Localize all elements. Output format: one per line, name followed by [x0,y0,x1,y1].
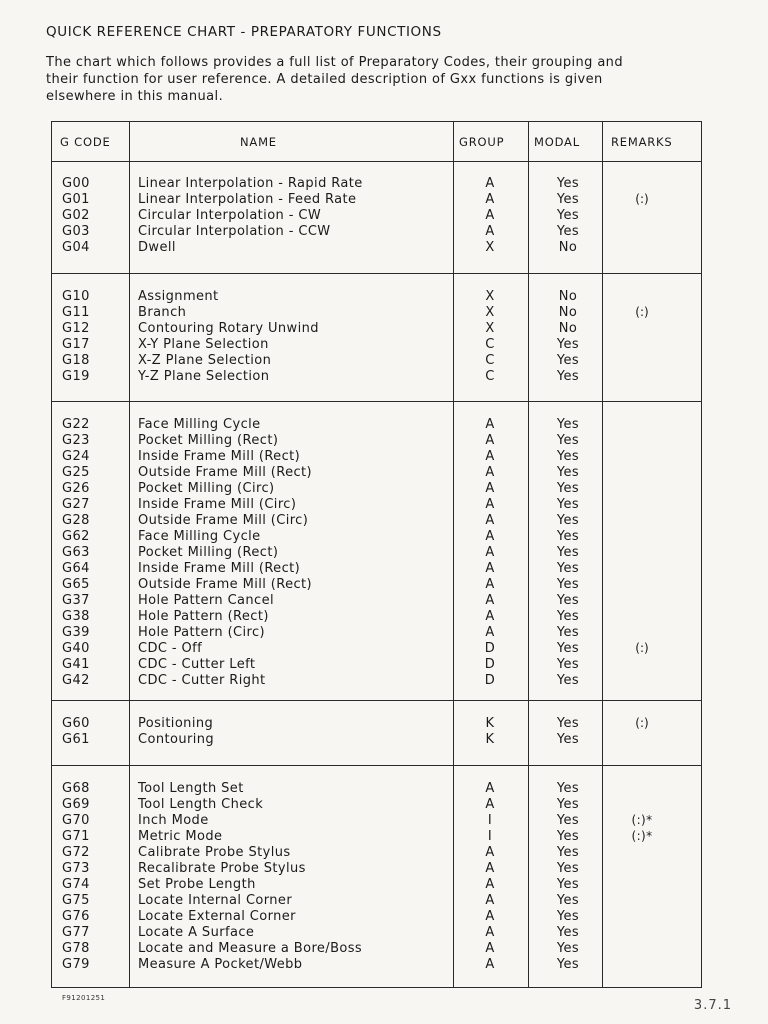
table-row [52,529,701,545]
modal-cell: Yes [556,657,580,672]
group-cell: A [485,192,495,207]
modal-cell: No [558,305,578,320]
group-divider [52,401,701,402]
gcode-cell: G71 [62,829,90,844]
name-cell: Linear Interpolation - Feed Rate [138,192,357,207]
group-divider [52,765,701,766]
group-cell: A [485,861,495,876]
name-cell: Outside Frame Mill (Circ) [138,513,309,528]
group-cell: A [485,208,495,223]
gcode-cell: G38 [62,609,90,624]
gcode-cell: G18 [62,353,90,368]
name-cell: Outside Frame Mill (Rect) [138,577,312,592]
name-cell: X-Z Plane Selection [138,353,272,368]
name-cell: Locate and Measure a Bore/Boss [138,941,363,956]
table-row [52,877,701,893]
gcode-cell: G62 [62,529,90,544]
modal-cell: Yes [556,732,580,747]
header-group: GROUP [459,135,505,149]
gcode-cell: G76 [62,909,90,924]
name-cell: Outside Frame Mill (Rect) [138,465,312,480]
modal-cell: Yes [556,465,580,480]
table-row [52,176,701,192]
modal-cell: Yes [556,176,580,191]
table-row [52,641,701,657]
name-cell: Tool Length Set [138,781,244,796]
group-cell: X [485,305,495,320]
group-cell: A [485,925,495,940]
name-cell: Face Milling Cycle [138,529,261,544]
modal-cell: Yes [556,529,580,544]
modal-cell: Yes [556,909,580,924]
name-cell: Hole Pattern Cancel [138,593,275,608]
modal-cell: Yes [556,513,580,528]
group-cell: A [485,957,495,972]
modal-cell: Yes [556,561,580,576]
code-group [52,176,701,256]
gcode-cell: G11 [62,305,90,320]
gcode-cell: G25 [62,465,90,480]
group-cell: D [484,657,496,672]
table-header [52,122,701,162]
header-modal: MODAL [534,135,580,149]
gcode-cell: G42 [62,673,90,688]
modal-cell: Yes [556,433,580,448]
gcode-cell: G63 [62,545,90,560]
name-cell: Locate External Corner [138,909,296,924]
gcode-cell: G27 [62,497,90,512]
modal-cell: Yes [556,877,580,892]
table-row [52,657,701,673]
name-cell: CDC - Off [138,641,203,656]
group-cell: D [484,641,496,656]
name-cell: Locate Internal Corner [138,893,293,908]
modal-cell: Yes [556,369,580,384]
name-cell: Contouring Rotary Unwind [138,321,319,336]
group-cell: A [485,893,495,908]
gcode-cell: G78 [62,941,90,956]
code-group [52,289,701,385]
table-row [52,353,701,369]
name-cell: Dwell [138,240,176,255]
table-row [52,321,701,337]
document-code: F91201251 [62,994,106,1002]
table-row [52,716,701,732]
table-row [52,289,701,305]
table-row [52,609,701,625]
group-cell: A [485,465,495,480]
group-cell: A [485,545,495,560]
table-row [52,625,701,641]
gcode-cell: G03 [62,224,90,239]
name-cell: Pocket Milling (Rect) [138,433,279,448]
modal-cell: Yes [556,641,580,656]
gcode-cell: G65 [62,577,90,592]
table-row [52,845,701,861]
table-row [52,797,701,813]
table-row [52,433,701,449]
group-cell: A [485,909,495,924]
group-cell: A [485,561,495,576]
table-row [52,957,701,973]
gcode-cell: G61 [62,732,90,747]
table-row [52,497,701,513]
gcode-cell: G79 [62,957,90,972]
gcode-cell: G41 [62,657,90,672]
name-cell: Branch [138,305,187,320]
name-cell: Y-Z Plane Selection [138,369,270,384]
modal-cell: Yes [556,797,580,812]
group-cell: A [485,577,495,592]
name-cell: Circular Interpolation - CW [138,208,322,223]
group-cell: A [485,529,495,544]
gcode-cell: G01 [62,192,90,207]
remark-cell: (:)* [631,829,653,843]
gcode-cell: G40 [62,641,90,656]
name-cell: Inside Frame Mill (Circ) [138,497,297,512]
group-cell: A [485,877,495,892]
table-row [52,673,701,689]
group-cell: A [485,797,495,812]
gcode-cell: G74 [62,877,90,892]
table-row [52,305,701,321]
gcode-cell: G23 [62,433,90,448]
modal-cell: Yes [556,893,580,908]
name-cell: Contouring [138,732,215,747]
name-cell: Positioning [138,716,214,731]
name-cell: Set Probe Length [138,877,256,892]
intro-line: elsewhere in this manual. [46,89,224,104]
gcode-cell: G64 [62,561,90,576]
remark-cell: (:)* [631,813,653,827]
gcode-cell: G69 [62,797,90,812]
table-row [52,481,701,497]
name-cell: Inside Frame Mill (Rect) [138,449,301,464]
modal-cell: Yes [556,829,580,844]
table-row [52,369,701,385]
modal-cell: No [558,289,578,304]
name-cell: Calibrate Probe Stylus [138,845,291,860]
group-cell: K [485,732,495,747]
page-title: QUICK REFERENCE CHART - PREPARATORY FUNCTIONS [46,24,442,40]
code-group [52,417,701,689]
table-row [52,192,701,208]
modal-cell: Yes [556,813,580,828]
gcode-cell: G17 [62,337,90,352]
name-cell: Inch Mode [138,813,209,828]
group-remark: (:) [635,641,649,655]
name-cell: Metric Mode [138,829,223,844]
table-row [52,513,701,529]
gcode-cell: G68 [62,781,90,796]
table-row [52,337,701,353]
modal-cell: Yes [556,224,580,239]
group-cell: A [485,781,495,796]
name-cell: Hole Pattern (Circ) [138,625,266,640]
name-cell: CDC - Cutter Left [138,657,256,672]
group-cell: A [485,593,495,608]
page-number: 3.7.1 [693,998,732,1013]
intro-line: their function for user reference. A detailed description of Gxx functions is given [46,72,603,87]
group-cell: A [485,625,495,640]
group-cell: X [485,289,495,304]
preparatory-functions-table [51,121,702,988]
code-group [52,716,701,748]
gcode-cell: G12 [62,321,90,336]
intro-line: The chart which follows provides a full list of Preparatory Codes, their grouping and [46,55,623,70]
modal-cell: Yes [556,208,580,223]
name-cell: Inside Frame Mill (Rect) [138,561,301,576]
modal-cell: Yes [556,481,580,496]
table-row [52,941,701,957]
gcode-cell: G10 [62,289,90,304]
modal-cell: Yes [556,609,580,624]
group-cell: A [485,481,495,496]
modal-cell: Yes [556,925,580,940]
modal-cell: Yes [556,941,580,956]
gcode-cell: G70 [62,813,90,828]
intro-paragraph [46,54,716,105]
name-cell: Tool Length Check [138,797,264,812]
header-remarks: REMARKS [611,135,673,149]
modal-cell: Yes [556,957,580,972]
group-cell: A [485,449,495,464]
name-cell: Locate A Surface [138,925,255,940]
gcode-cell: G24 [62,449,90,464]
group-cell: C [485,337,495,352]
group-cell: A [485,176,495,191]
table-row [52,224,701,240]
group-cell: I [487,829,493,844]
modal-cell: Yes [556,353,580,368]
group-divider [52,273,701,274]
group-divider [52,700,701,701]
header-name: NAME [240,135,277,149]
group-cell: A [485,609,495,624]
table-row [52,593,701,609]
name-cell: Hole Pattern (Rect) [138,609,269,624]
modal-cell: Yes [556,337,580,352]
table-row [52,732,701,748]
modal-cell: Yes [556,593,580,608]
table-row [52,893,701,909]
table-row [52,909,701,925]
group-cell: X [485,240,495,255]
modal-cell: Yes [556,577,580,592]
table-row [52,465,701,481]
modal-cell: Yes [556,192,580,207]
table-row [52,417,701,433]
group-cell: C [485,353,495,368]
gcode-cell: G19 [62,369,90,384]
gcode-cell: G02 [62,208,90,223]
group-cell: K [485,716,495,731]
name-cell: Pocket Milling (Rect) [138,545,279,560]
name-cell: Face Milling Cycle [138,417,261,432]
name-cell: Circular Interpolation - CCW [138,224,331,239]
gcode-cell: G28 [62,513,90,528]
modal-cell: Yes [556,625,580,640]
modal-cell: Yes [556,497,580,512]
gcode-cell: G73 [62,861,90,876]
gcode-cell: G22 [62,417,90,432]
name-cell: Recalibrate Probe Stylus [138,861,306,876]
table-row [52,449,701,465]
modal-cell: Yes [556,417,580,432]
gcode-cell: G60 [62,716,90,731]
group-cell: A [485,224,495,239]
group-cell: A [485,845,495,860]
gcode-cell: G72 [62,845,90,860]
modal-cell: No [558,321,578,336]
modal-cell: Yes [556,716,580,731]
gcode-cell: G39 [62,625,90,640]
modal-cell: Yes [556,673,580,688]
group-remark: (:) [635,192,649,206]
header-gcode: G CODE [60,135,111,149]
group-cell: A [485,433,495,448]
table-row [52,545,701,561]
table-row [52,577,701,593]
gcode-cell: G26 [62,481,90,496]
group-cell: D [484,673,496,688]
name-cell: Assignment [138,289,219,304]
group-cell: A [485,513,495,528]
code-group [52,781,701,973]
group-remark: (:) [635,305,649,319]
table-row [52,781,701,797]
group-cell: A [485,417,495,432]
table-row [52,561,701,577]
modal-cell: No [558,240,578,255]
table-row [52,208,701,224]
name-cell: Pocket Milling (Circ) [138,481,275,496]
modal-cell: Yes [556,449,580,464]
group-cell: X [485,321,495,336]
modal-cell: Yes [556,781,580,796]
group-cell: C [485,369,495,384]
table-row [52,813,701,829]
table-row [52,829,701,845]
table-row [52,861,701,877]
name-cell: Linear Interpolation - Rapid Rate [138,176,363,191]
group-cell: A [485,941,495,956]
gcode-cell: G77 [62,925,90,940]
gcode-cell: G37 [62,593,90,608]
modal-cell: Yes [556,861,580,876]
group-cell: I [487,813,493,828]
gcode-cell: G00 [62,176,90,191]
gcode-cell: G75 [62,893,90,908]
modal-cell: Yes [556,845,580,860]
name-cell: CDC - Cutter Right [138,673,266,688]
name-cell: X-Y Plane Selection [138,337,269,352]
table-row [52,925,701,941]
table-row [52,240,701,256]
name-cell: Measure A Pocket/Webb [138,957,303,972]
group-remark: (:) [635,716,649,730]
group-cell: A [485,497,495,512]
gcode-cell: G04 [62,240,90,255]
modal-cell: Yes [556,545,580,560]
